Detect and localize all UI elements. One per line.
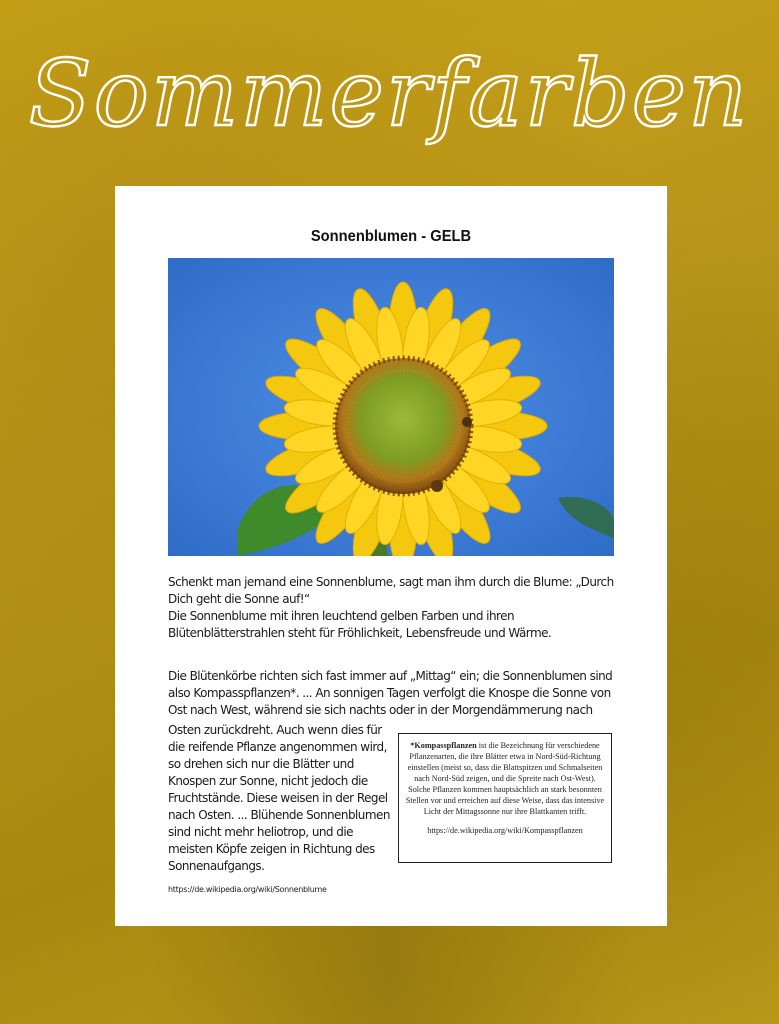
heliotropism-paragraph-continued: Osten zurückdreht. Auch wenn dies für die reifende Pflanze angenommen wird, so drehen sich nur die Blätter und Knospen zur Sonne, nicht jedoch die Fruchtstände. Diese weisen in der Regel nach Osten. ... Blühende Sonnenblumen sind nicht mehr heliotrop, und die meisten Köpfe zeigen in Richtung des Sonnenaufgangs. bbox=[168, 723, 390, 873]
footnote-box bbox=[398, 733, 612, 863]
source-link[interactable]: https://de.wikipedia.org/wiki/Sonnenblume bbox=[168, 885, 327, 894]
footnote-definition: ist die Bezeichnung für verschiedene Pflanzenarten, die ihre Blätter etwa in Nord-Süd-Richtung einstellen (meist so, dass die Blattspitzen und Schmalseiten nach Nord-Süd zeigen, und die Spreite nach Ost-West). Solche Pflanzen kommen hauptsächlich an stark besonnten Stellen vor und erreichen auf diese Weise, dass das intensive Licht der Mittagssonne nur ihre Blattkanten trifft. bbox=[405, 741, 605, 816]
content-sheet bbox=[115, 186, 667, 926]
section-heading: Sonnenblumen - GELB bbox=[310, 228, 472, 245]
intro-paragraph bbox=[168, 574, 618, 642]
heliotropism-paragraph: Die Blütenkörbe richten sich fast immer auf „Mittag“ ein; die Sonnenblumen sind also Kompasspflanzen*. ... An sonnigen Tagen verfolgt die Knospe die Sonne von Ost nach West, während sie sich nachts oder in der Morgendämmerung nach bbox=[168, 669, 613, 717]
intro-line-2: Die Sonnenblume mit ihren leuchtend gelben Farben und ihren Blütenblätterstrahlen steht für Fröhlichkeit, Lebensfreude und Wärme. bbox=[168, 609, 552, 640]
sunflower-image-icon bbox=[168, 258, 614, 556]
script-title-text: Sommerfarben bbox=[28, 40, 750, 147]
intro-line-1: Schenkt man jemand eine Sonnenblume, sagt man ihm durch die Blume: „Durch Dich geht die Sonne auf!“ bbox=[168, 575, 614, 606]
footnote-text bbox=[404, 740, 606, 817]
script-title bbox=[0, 5, 779, 165]
sunflower-photo bbox=[168, 258, 614, 556]
footnote-term: *Kompasspflanzen bbox=[410, 741, 477, 750]
footnote-url: https://de.wikipedia.org/wiki/Kompasspflanzen bbox=[427, 826, 583, 835]
